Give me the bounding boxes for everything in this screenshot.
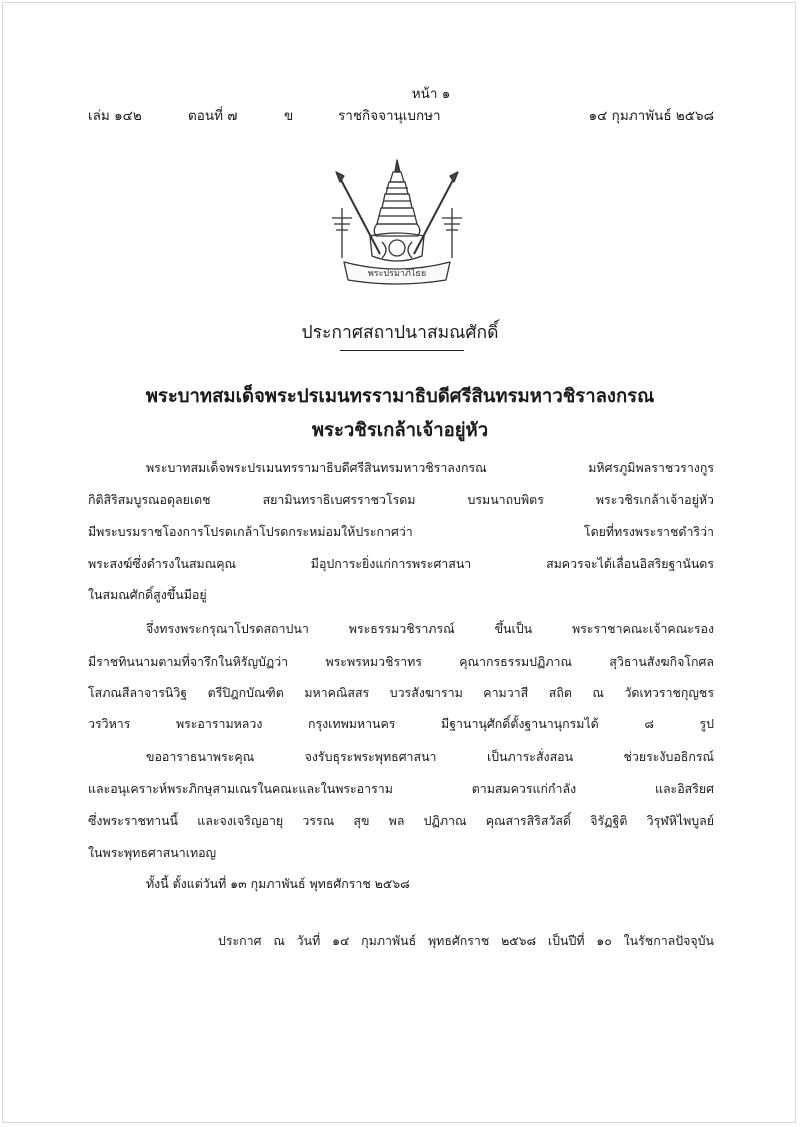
volume: เล่ม ๑๔๒ — [88, 108, 142, 125]
gazette-name: ราชกิจจานุเบกษา — [338, 108, 441, 125]
publish-date: ๑๔ กุมภาพันธ์ ๒๕๖๘ — [588, 108, 714, 125]
paragraph-3-line-3: ซึ่งพระราชทานนี้ และจงเจริญอายุ วรรณ สุข พล ปฏิภาณ คุณสารสิริสวัสดิ์ จิรัฏฐิติ วิรุฬหิไพบูลย์ — [88, 813, 714, 828]
emblem-ribbon-text: พระปรมาภิไธย — [367, 269, 427, 279]
paragraph-1-line-2: กิติสิริสมบูรณอดุลยเดช สยามินทราธิเบศรราชวโรดม บรมนาถบพิตร พระวชิรเกล้าเจ้าอยู่หัว — [88, 492, 714, 507]
paragraph-3-line-4: ในพระพุทธศาสนาเทอญ — [88, 845, 217, 860]
paragraph-1-line-5: ในสมณศักดิ์สูงขึ้นมีอยู่ — [88, 587, 207, 602]
title-underline — [340, 350, 464, 351]
announcement-title: ประกาศสถาปนาสมณศักดิ์ — [301, 323, 499, 343]
king-name-line-2: พระวชิรเกล้าเจ้าอยู่หัว — [311, 420, 489, 441]
paragraph-1-line-3: มีพระบรมราชโองการโปรดเกล้าโปรดกระหม่อมให้ประกาศว่า โดยที่ทรงพระราชดำริว่า — [88, 524, 714, 539]
announcement-dateline: ประกาศ ณ วันที่ ๑๔ กุมภาพันธ์ พุทธศักราช ๒๕๖๘ เป็นปีที่ ๑๐ ในรัชกาลปัจจุบัน — [218, 933, 714, 948]
paragraph-2-line-1: จึ่งทรงพระกรุณาโปรดสถาปนา พระธรรมวชิราภรณ์ ขึ้นเป็น พระราชาคณะเจ้าคณะรอง — [146, 621, 714, 636]
paragraph-2-line-2: มีราชทินนามตามที่จารึกในหิรัญบัฏว่า พระพรหมวชิราทร คุณากรธรรมปฏิภาณ สุวิธานสังฆกิจโกศล — [88, 654, 714, 669]
paragraph-3-line-2: และอนุเคราะห์พระภิกษุสามเณรในคณะและในพระอาราม ตามสมควรแก่กำลัง และอิสริยศ — [88, 781, 714, 796]
page-number: หน้า ๑ — [411, 86, 451, 102]
royal-emblem-icon — [322, 158, 472, 286]
paragraph-2-line-3: โสภณสีลาจารนิวิฐ ตรีปิฎกบัณฑิต มหาคณิสสร บวรสังฆาราม คามวาสี สถิต ณ วัดเทวราชกุญชร — [88, 685, 714, 700]
gazette-header — [88, 86, 714, 126]
paragraph-2-line-4: วรวิหาร พระอารามหลวง กรุงเทพมหานคร มีฐานานุศักดิ์ตั้งฐานานุกรมได้ ๘ รูป — [88, 716, 714, 731]
effective-date: ทั้งนี้ ตั้งแต่วันที่ ๑๓ กุมภาพันธ์ พุทธศักราช ๒๕๖๘ — [146, 876, 410, 891]
header-row — [88, 108, 714, 126]
king-name-line-1: พระบาทสมเด็จพระปรเมนทรรามาธิบดีศรีสินทรมหาวชิราลงกรณ — [145, 386, 655, 407]
paragraph-1-line-1: พระบาทสมเด็จพระปรเมนทรรามาธิบดีศรีสินทรมหาวชิราลงกรณ มหิศรภูมิพลราชวรางกูร — [146, 460, 714, 475]
paragraph-1-line-4: พระสงฆ์ซึ่งดำรงในสมณคุณ มีอุปการะยิ่งแก่การพระศาสนา สมควรจะได้เลื่อนอิสริยฐานันดร — [88, 556, 714, 571]
section: ข — [284, 108, 294, 125]
issue: ตอนที่ ๗ — [188, 108, 238, 125]
paragraph-3-line-1: ขออาราธนาพระคุณ จงรับธุระพระพุทธศาสนา เป็นภาระสั่งสอน ช่วยระงับอธิกรณ์ — [146, 749, 714, 764]
